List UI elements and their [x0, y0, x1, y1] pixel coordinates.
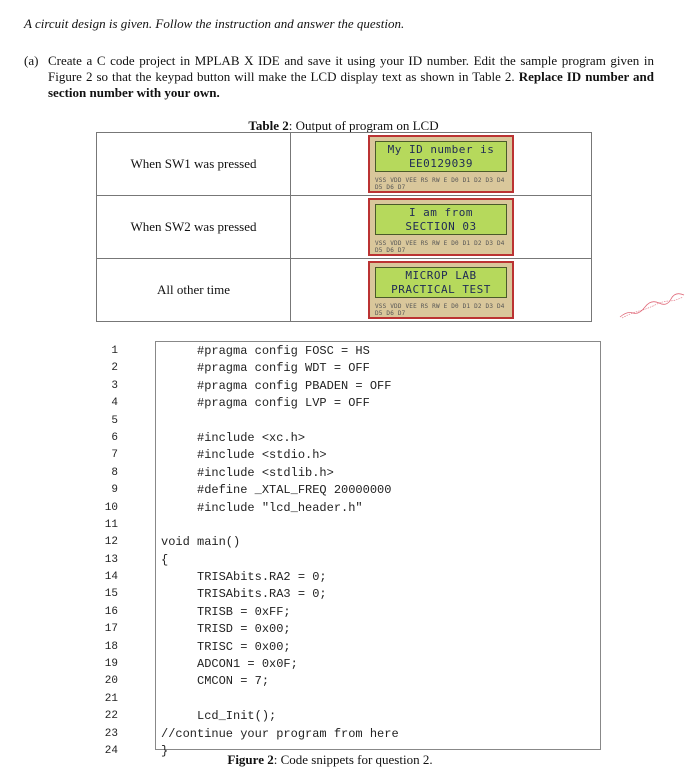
table-row: [97, 196, 592, 259]
question-text: Create a C code project in MPLAB X IDE and save it using your ID number. Edit the sample program given in Figure 2 so that the keypad button will make the LCD display text as shown in Table 2.: [48, 53, 654, 84]
code-line: TRISAbits.RA2 = 0;: [161, 570, 327, 585]
code-line: #pragma config WDT = OFF: [161, 361, 370, 376]
table-caption-label: Table 2: [248, 118, 289, 133]
code-line: TRISB = 0xFF;: [161, 604, 291, 619]
code-snippet: [161, 343, 399, 760]
code-line-numbers: [96, 343, 118, 760]
code-line-number: 3: [111, 379, 118, 392]
code-line: CMCON = 7;: [161, 674, 270, 689]
lcd-line-1: MICROP LAB: [405, 269, 477, 282]
code-line-number: 16: [104, 605, 118, 618]
code-line-number: 17: [104, 623, 118, 636]
question-body: [48, 53, 654, 101]
question-a: [24, 53, 654, 101]
code-line: TRISAbits.RA3 = 0;: [161, 587, 327, 602]
code-line: void main(): [161, 535, 241, 550]
code-line-number: 12: [104, 536, 118, 549]
figure-caption-text: : Code snippets for question 2.: [273, 752, 433, 767]
handwritten-mark-icon: [619, 293, 685, 319]
condition-cell: All other time: [97, 259, 291, 322]
lcd-cell: [291, 133, 592, 196]
code-line-number: 9: [111, 484, 118, 497]
code-line: }: [161, 743, 169, 758]
code-line: TRISD = 0x00;: [161, 622, 291, 637]
code-line-number: 24: [104, 744, 118, 757]
code-line-number: 19: [104, 658, 118, 671]
condition-cell: When SW1 was pressed: [97, 133, 291, 196]
table-caption-text: : Output of program on LCD: [288, 118, 439, 133]
code-line-number: 23: [104, 727, 118, 740]
lcd-display: [368, 261, 514, 319]
code-line: //continue your program from here: [161, 726, 399, 741]
code-line: #pragma config LVP = OFF: [161, 396, 370, 411]
code-line: {: [161, 552, 169, 567]
code-line: TRISC = 0x00;: [161, 639, 291, 654]
code-line: #include "lcd_header.h": [161, 500, 363, 515]
code-line-number: 20: [104, 675, 118, 688]
code-line: #include <stdlib.h>: [161, 465, 334, 480]
code-line-number: 11: [104, 518, 118, 531]
lcd-screen: [375, 204, 507, 235]
lcd-cell: [291, 196, 592, 259]
lcd-display: [368, 135, 514, 193]
code-line-number: 8: [111, 466, 118, 479]
code-line: #define _XTAL_FREQ 20000000: [161, 483, 392, 498]
table-row: [97, 133, 592, 196]
lcd-line-2: EE0129039: [408, 157, 474, 170]
output-table: [96, 132, 592, 322]
code-line-number: 21: [104, 692, 118, 705]
code-line-number: 7: [111, 449, 118, 462]
figure-caption: [0, 752, 660, 768]
lcd-screen: [375, 267, 507, 298]
code-line-number: 13: [104, 553, 118, 566]
code-line-number: 5: [111, 414, 118, 427]
code-line-number: 1: [111, 345, 118, 357]
condition-cell: When SW2 was pressed: [97, 196, 291, 259]
code-line: [161, 691, 399, 708]
code-line-number: 2: [111, 362, 118, 375]
figure-caption-label: Figure 2: [227, 752, 274, 767]
lcd-line-1: I am from: [408, 206, 474, 219]
code-line-number: 10: [104, 501, 118, 514]
code-line: #pragma config FOSC = HS: [161, 344, 370, 358]
lcd-line-2: SECTION 03: [405, 220, 477, 233]
code-line-number: 6: [111, 431, 118, 444]
lcd-pin-labels: VSS VDD VEE RS RW E D0 D1 D2 D3 D4 D5 D6 D7: [375, 240, 505, 252]
lcd-line-2: PRACTICAL TEST: [391, 283, 491, 296]
intro-text: A circuit design is given. Follow the instruction and answer the question.: [24, 16, 405, 31]
question-bold-text: Replace ID number and section number with your own.: [48, 69, 655, 100]
code-line-number: 4: [111, 397, 118, 410]
code-line-number: 15: [104, 588, 118, 601]
code-line: [161, 517, 399, 534]
code-line-number: 14: [104, 571, 118, 584]
code-line: #include <stdio.h>: [161, 448, 327, 463]
code-line-number: 18: [104, 640, 118, 653]
code-line-number: 22: [104, 710, 118, 723]
lcd-pin-labels: VSS VDD VEE RS RW E D0 D1 D2 D3 D4 D5 D6 D7: [375, 177, 505, 189]
lcd-pin-labels: VSS VDD VEE RS RW E D0 D1 D2 D3 D4 D5 D6 D7: [375, 303, 505, 315]
code-line: #pragma config PBADEN = OFF: [161, 378, 392, 393]
code-line: #include <xc.h>: [161, 430, 306, 445]
table-row: [97, 259, 592, 322]
code-line: [161, 413, 399, 430]
lcd-line-1: My ID number is: [387, 143, 495, 156]
lcd-cell: [291, 259, 592, 322]
lcd-display: [368, 198, 514, 256]
lcd-screen: [375, 141, 507, 172]
code-line: Lcd_Init();: [161, 709, 277, 724]
question-number: (a): [24, 53, 39, 68]
code-line: ADCON1 = 0x0F;: [161, 657, 298, 672]
